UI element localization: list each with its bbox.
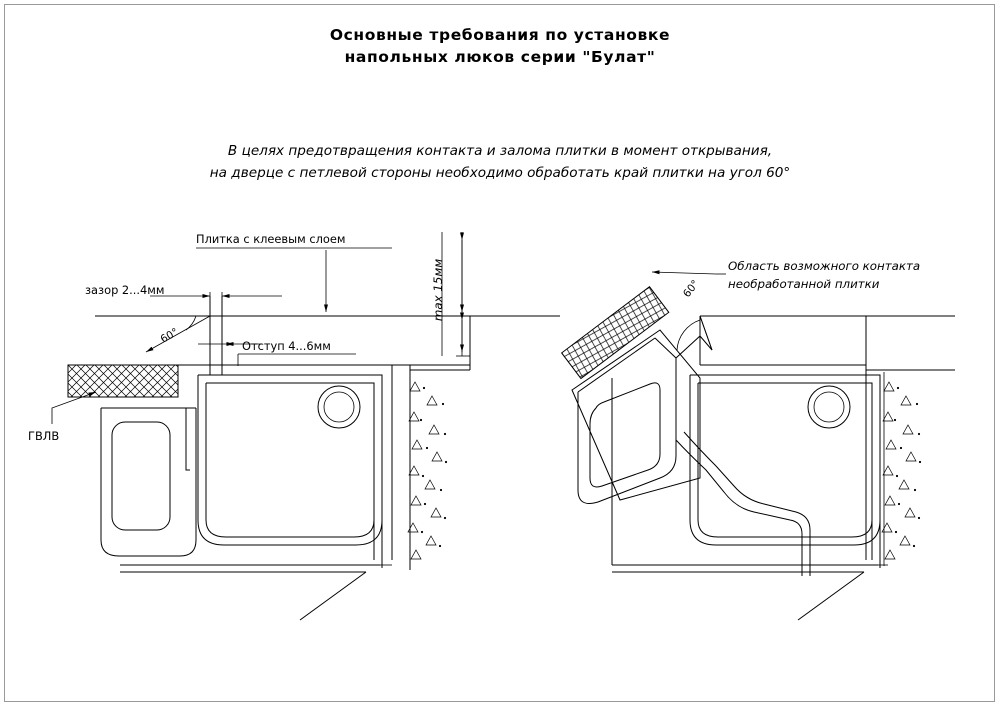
right-angle-label: 60° (680, 277, 702, 300)
intro-line-1: В целях предотвращения контакта и залома плитки в момент открывания, (227, 143, 773, 159)
intro-line-2: на дверце с петлевой стороны необходимо обработать край плитки на угол 60° (209, 165, 791, 181)
left-door-panel (112, 422, 170, 530)
right-contact-zone-line-1: Область возможного контакта (728, 259, 921, 273)
left-angle-label: 60° (158, 325, 181, 346)
right-door-panel (590, 383, 660, 487)
right-diagram (562, 259, 955, 620)
left-gvlv-board (68, 365, 178, 397)
left-concrete-hatch (408, 372, 447, 566)
right-concrete-hatch (882, 372, 921, 566)
left-tile-label: Плитка с клеевым слоем (196, 232, 346, 246)
left-board-label: ГВЛВ (28, 429, 60, 443)
left-diagram (28, 232, 560, 620)
right-tile-slab (562, 287, 669, 379)
left-gap-label: зазор 2...4мм (85, 283, 165, 297)
left-offset-label: Отступ 4...6мм (242, 339, 331, 353)
title-line-2: напольных люков серии "Булат" (344, 48, 656, 66)
right-contact-zone-line-2: необработанной плитки (728, 277, 880, 291)
title-line-1: Основные требования по установке (329, 26, 671, 44)
left-max-height-label: max 15мм (431, 258, 445, 322)
